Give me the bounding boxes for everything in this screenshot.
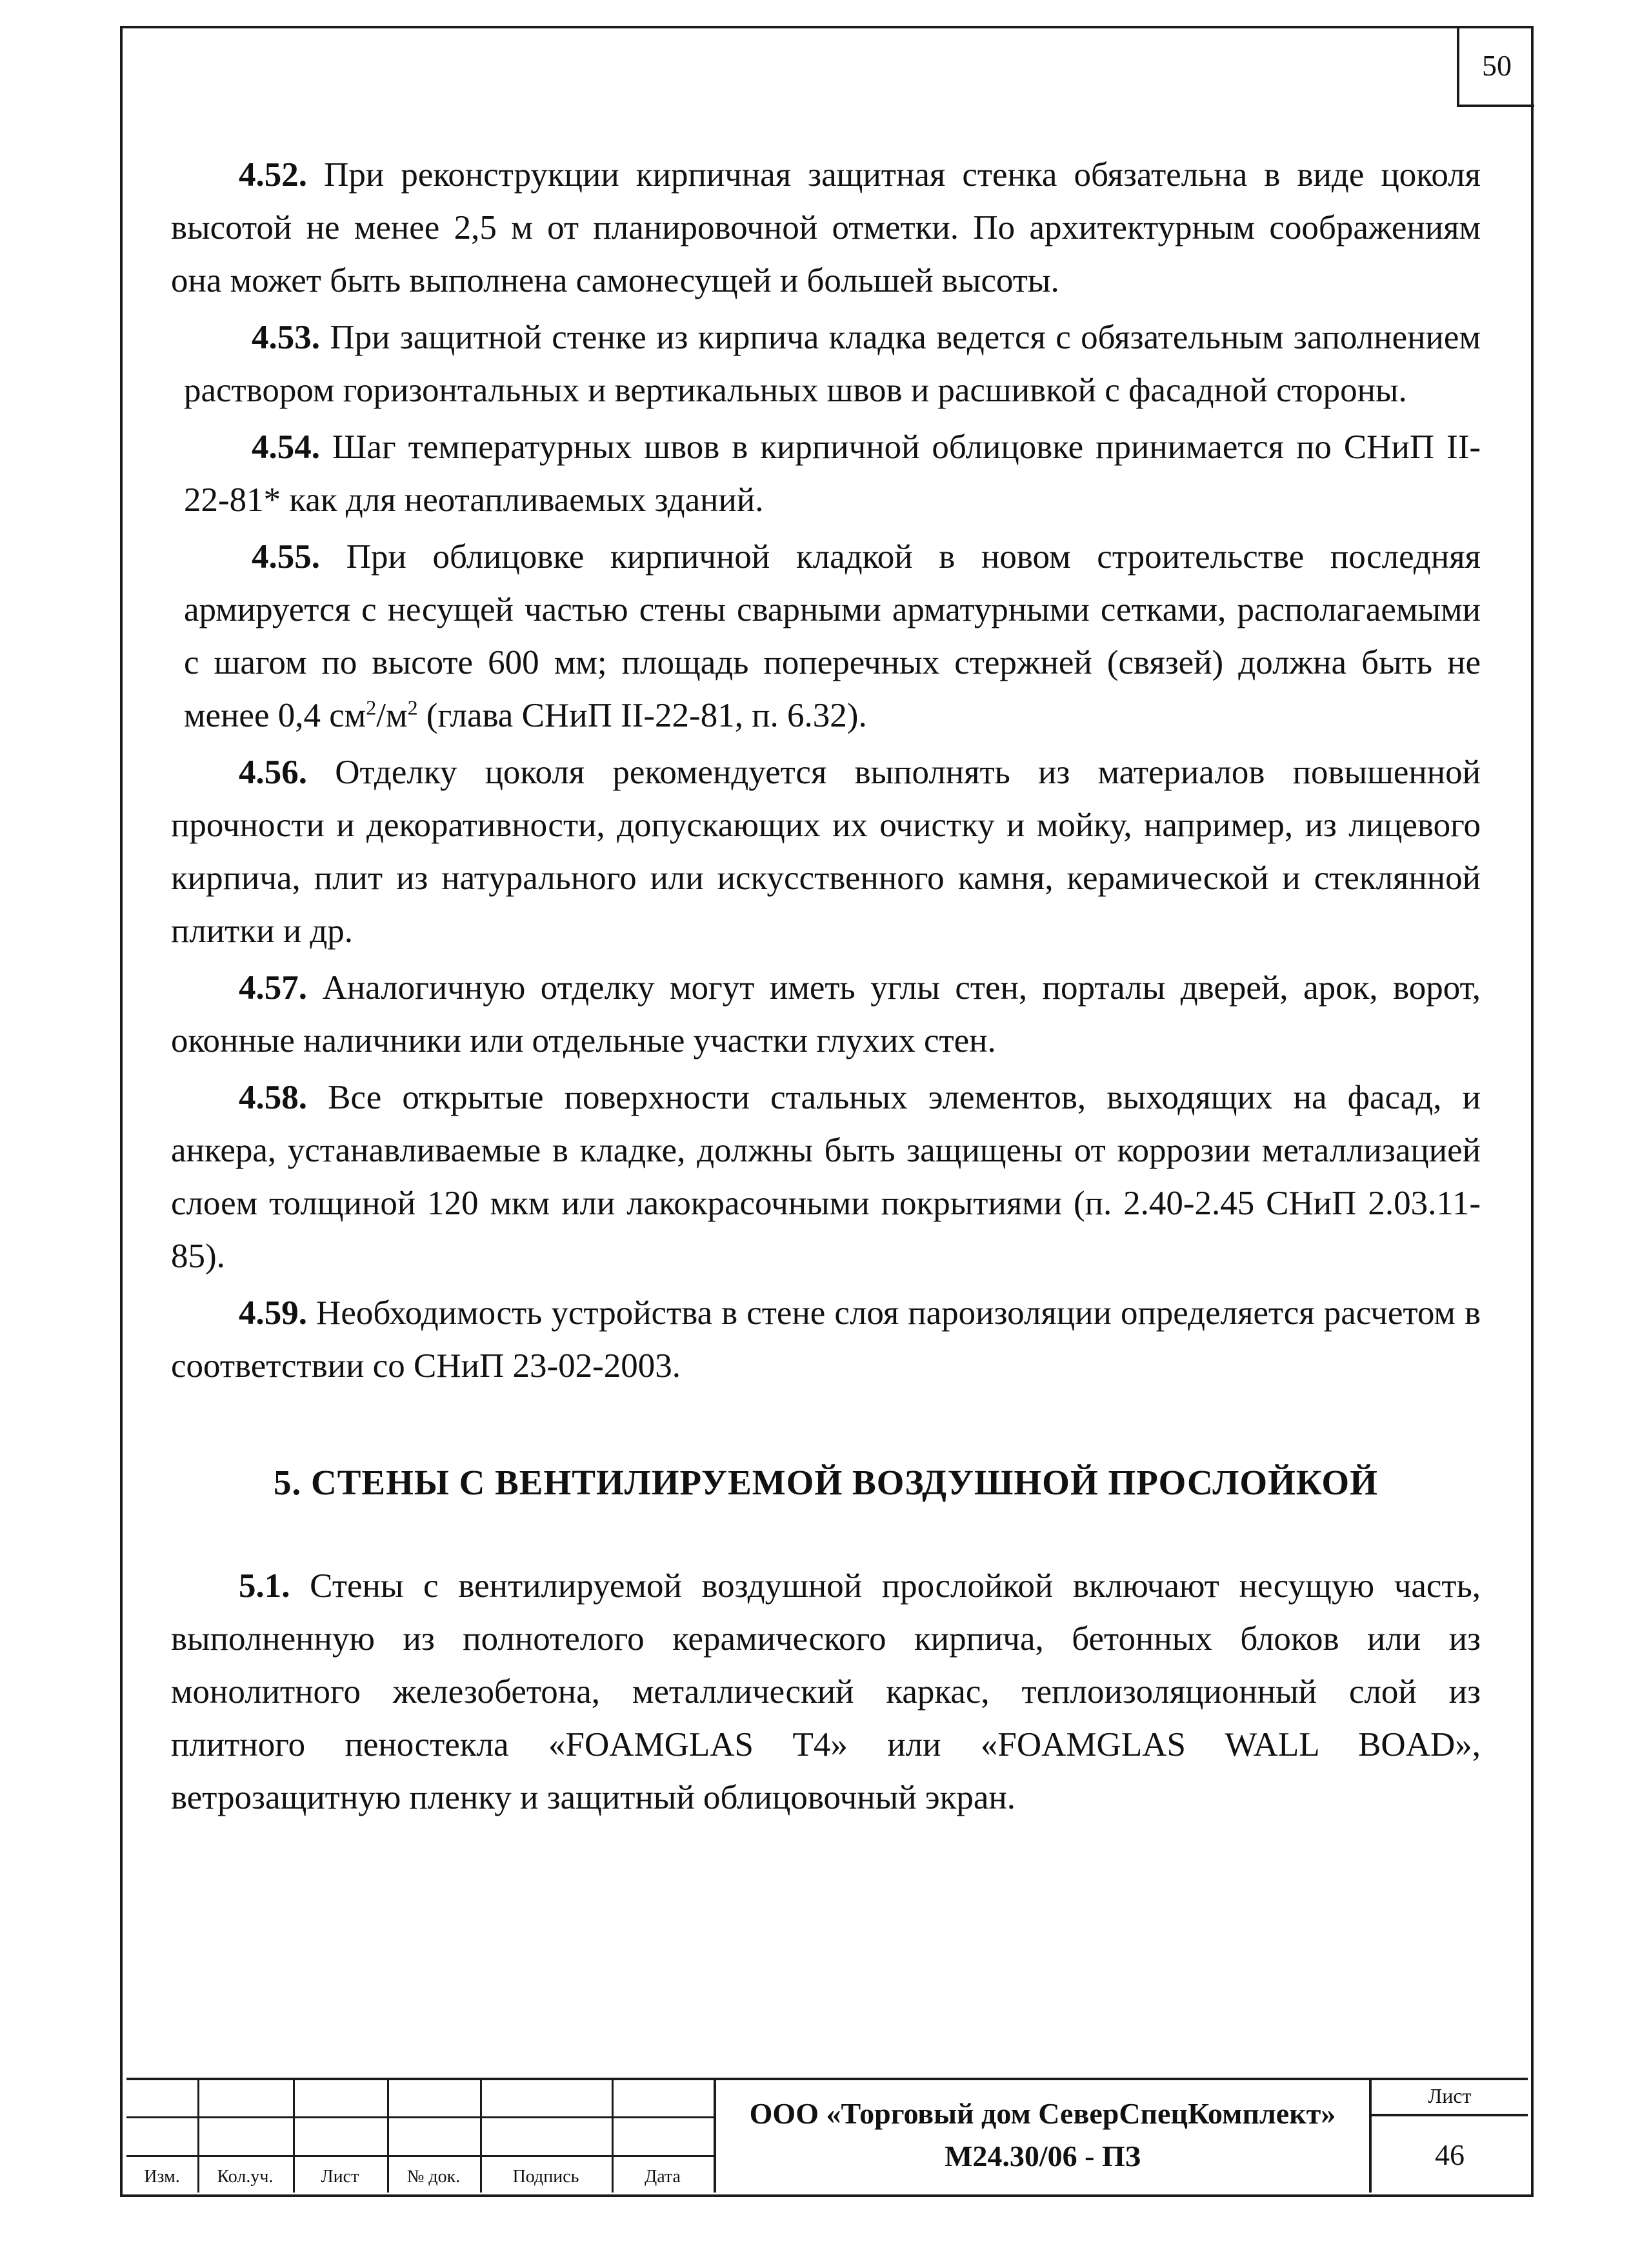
grid-row-line [126, 2116, 714, 2118]
paragraph-4-55: 4.55. При облицовке кирпичной кладкой в новом строительстве последняя армируется с несущей частью стены сварными арматурными сетками, располагаемыми с шагом по высоте 600 мм; площадь поперечных стержней (связей) должна быть не менее 0,4 $см^2/м^2$ (глава СНиП II-22-81, п. 6.32). [184, 538, 1481, 734]
paragraph-4-53: 4.53. При защитной стенке из кирпича кладка ведется с обязательным заполнением раствором горизонтальных и вертикальных швов и расшивкой с фасадной стороны. [184, 319, 1481, 409]
company-cell [714, 2078, 1372, 2193]
sheet-label: Лист [1372, 2078, 1528, 2116]
sheet-cell [1372, 2078, 1528, 2193]
paragraph-5-1: 5.1. Стены с вентилируемой воздушной прослойкой включают несущую часть, выполненную из полнотелого керамического кирпича, бетонных блоков или из монолитного железобетона, металлический каркас, теплоизоляционный слой из плитного пеностекла «FOAMGLAS T4» или «FOAMGLAS WALL BOAD», ветрозащитную пленку и защитный облицовочный экран. [171, 1567, 1481, 1816]
page-number: 50 [1457, 26, 1534, 107]
label-izm: Изм. [144, 2167, 180, 2187]
label-list: Лист [321, 2167, 359, 2187]
label-signature: Подпись [512, 2167, 579, 2187]
paragraph-4-56: 4.56. Отделку цоколя рекомендуется выполнять из материалов повышенной прочности и декоративности, допускающих их очистку и мойку, например, из лицевого кирпича, плит из натурального или искусственного камня, керамической и стеклянной плитки и др. [171, 754, 1481, 950]
revision-grid [126, 2078, 714, 2193]
paragraph-4-52: 4.52. При реконструкции кирпичная защитная стенка обязательна в виде цоколя высотой не менее 2,5 м от планировочной отметки. По архитектурным соображениям она может быть выполнена самонесущей и большей высоты. [171, 156, 1481, 299]
document-body [171, 148, 1481, 1828]
paragraph-4-59: 4.59. Необходимость устройства в стене слоя пароизоляции определяется расчетом в соответствии со СНиП 23-02-2003. [171, 1294, 1481, 1385]
label-kol-uch: Кол.уч. [217, 2167, 274, 2187]
label-date: Дата [645, 2167, 681, 2187]
document-code: М24.30/06 - ПЗ [944, 2140, 1141, 2173]
title-block [126, 2078, 1528, 2193]
label-doc-no: № док. [406, 2167, 461, 2187]
paragraph-4-57: 4.57. Аналогичную отделку могут иметь углы стен, порталы дверей, арок, ворот, оконные наличники или отдельные участки глухих стен. [171, 969, 1481, 1059]
sheet-number: 46 [1435, 2138, 1465, 2171]
paragraph-4-58: 4.58. Все открытые поверхности стальных элементов, выходящих на фасад, и анкера, устанавливаемые в кладке, должны быть защищены от коррозии металлизацией слоем толщиной 120 мкм или лакокрасочными покрытиями (п. 2.40-2.45 СНиП 2.03.11-85). [171, 1079, 1481, 1275]
paragraph-4-54: 4.54. Шаг температурных швов в кирпичной облицовке принимается по СНиП II-22-81* как для неотапливаемых зданий. [184, 428, 1481, 519]
grid-row-line [126, 2155, 714, 2157]
company-name: ООО «Торговый дом СеверСпецКомплект» [749, 2097, 1336, 2130]
section-heading: 5. СТЕНЫ С ВЕНТИЛИРУЕМОЙ ВОЗДУШНОЙ ПРОСЛОЙКОЙ [274, 1463, 1378, 1502]
